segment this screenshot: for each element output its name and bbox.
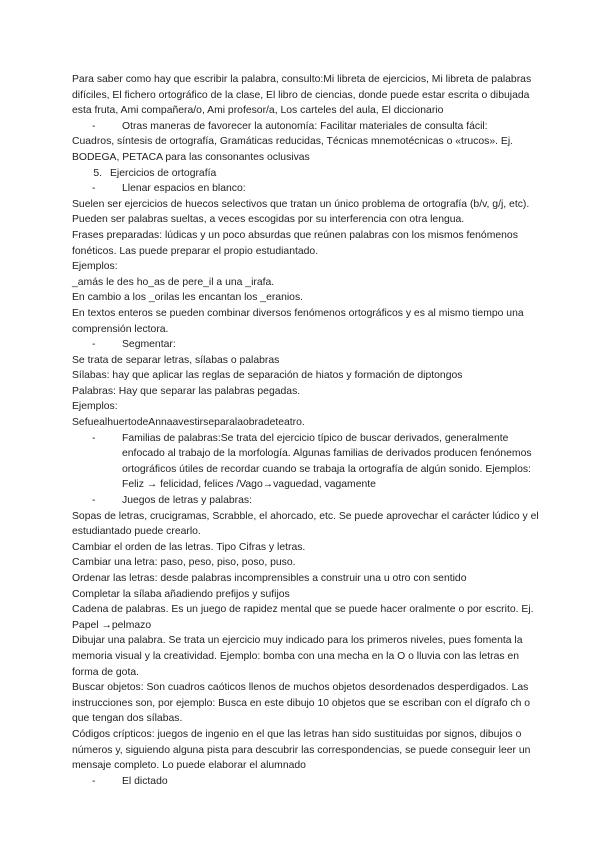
paragraph: _amás le des ho_as de pere_il a una _irafa.: [72, 276, 275, 288]
paragraph-cuadros: Cuadros, síntesis de ortografía, Gramáticas reducidas, Técnicas mnemotécnicas o «trucos». Ej. BODEGA, PETACA para las consonantes oclusivas: [72, 136, 514, 163]
list-item-text: El dictado: [122, 775, 168, 787]
heading-text: Ejercicios de ortografía: [110, 167, 217, 179]
heading-ejercicios-ortografia: [72, 166, 542, 182]
list-item-text: Segmentar:: [122, 339, 176, 351]
paragraph: Frases preparadas: lúdicas y un poco absurdas que reúnen palabras con los mismos fenómenos fonéticos. Las puede preparar el propio estudiantado.: [72, 229, 518, 257]
document-page: [72, 72, 542, 789]
dash-marker: -: [92, 183, 96, 195]
paragraph: Completar la sílaba añadiendo prefijos y sufijos: [72, 588, 290, 600]
paragraph: Pueden ser palabras sueltas, a veces escogidas por su interferencia con otra lengua.: [72, 214, 465, 226]
list-item-juegos: [72, 493, 542, 509]
paragraph: Suelen ser ejercicios de huecos selectivos que tratan un único problema de ortografía (b/v, g/j, etc).: [72, 198, 530, 210]
paragraph: Palabras: Hay que separar las palabras pegadas.: [72, 385, 301, 397]
paragraph: Se trata de separar letras, sílabas o palabras: [72, 354, 280, 366]
list-item-familias: [72, 431, 542, 493]
dash-marker: -: [92, 120, 96, 132]
dash-marker: -: [92, 339, 96, 351]
list-item-text: Llenar espacios en blanco:: [122, 183, 246, 195]
paragraph: Ordenar las letras: desde palabras incomprensibles a construir una u otro con sentido: [72, 573, 467, 584]
paragraph: Códigos crípticos: juegos de ingenio en el que las letras han sido sustituidas por signos, dibujos o números y, siguiendo alguna pista para descubrir las correspondencias, se puede conseguir leer un mensaje completo. Lo puede elaborar el alumnado: [72, 728, 531, 772]
dash-marker: -: [92, 495, 96, 507]
paragraph: Ejemplos:: [72, 261, 118, 273]
list-item-text: Familias de palabras:Se trata del ejercicio típico de buscar derivados, generalmente enfocado al trabajo de la morfología. Algunas familias de derivados producen fenónemos ortográficos útiles de recordar cuando se trabaja la ortografía de algún sonido. Ejemplos: Feliz → felicidad, felices /Vago→vaguedad, vagamente: [122, 432, 532, 491]
dash-marker: -: [92, 432, 96, 444]
list-item-dictado: [72, 774, 542, 790]
paragraph: En textos enteros se pueden combinar diversos fenómenos ortográficos y es al mismo tiempo una comprensión lectora.: [72, 307, 524, 335]
list-item-segmentar: [72, 337, 542, 353]
paragraph: Cambiar una letra: paso, peso, piso, poso, puso.: [72, 557, 296, 569]
paragraph: SefuealhuertodeAnnaavestirseparalaobradeteatro.: [72, 417, 305, 429]
list-item-text: Otras maneras de favorecer la autonomía: Facilitar materiales de consulta fácil:: [122, 120, 488, 132]
number-marker: 5.: [93, 167, 102, 179]
list-item-autonomia: [72, 119, 542, 166]
paragraph-consulto: Para saber como hay que escribir la palabra, consulto:Mi libreta de ejercicios, Mi libreta de palabras difíciles, El fichero ortográfico de la clase, El libro de ciencias, donde puede estar escrita o dibujada esta fruta, Ami compañera/o, Ami profesor/a, Los carteles del aula, El diccionario: [72, 74, 532, 117]
dash-marker: -: [92, 775, 96, 787]
paragraph: Dibujar una palabra. Se trata un ejercicio muy indicado para los primeros niveles, pues fomenta la memoria visual y la creatividad. Ejemplo: bomba con una mecha en la O o lluvia con las letras en forma de gota.: [72, 635, 523, 678]
paragraph: En cambio a los _orilas les encantan los _eranios.: [72, 292, 304, 304]
paragraph: Buscar objetos: Son cuadros caóticos llenos de muchos objetos desordenados desperdigados. Las instrucciones son, por ejemplo: Busca en este dibujo 10 objetos que se escriban con el dígrafo ch o que tengan dos sílabas.: [72, 682, 531, 725]
list-item-llenar-espacios: [72, 181, 542, 197]
paragraph: Cambiar el orden de las letras. Tipo Cifras y letras.: [72, 541, 306, 553]
paragraph: Cadena de palabras. Es un juego de rapidez mental que se puede hacer oralmente o por escrito. Ej. Papel →pelmazo: [72, 604, 534, 631]
paragraph: Sopas de letras, crucigramas, Scrabble, el ahorcado, etc. Se puede aprovechar el carácter lúdico y el estudiantado puede crearlo.: [72, 510, 539, 538]
paragraph: Ejemplos:: [72, 401, 118, 413]
list-item-text: Juegos de letras y palabras:: [122, 495, 252, 507]
paragraph: Sílabas: hay que aplicar las reglas de separación de hiatos y formación de diptongos: [72, 370, 463, 382]
